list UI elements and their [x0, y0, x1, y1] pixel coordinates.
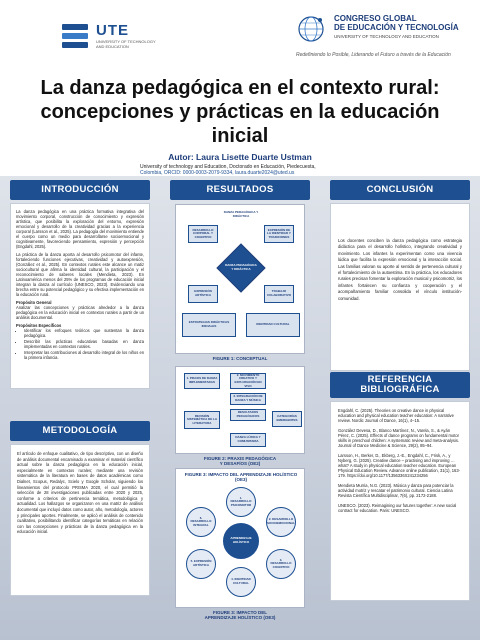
title-line2: concepciones y prácticas en la educación	[40, 101, 440, 123]
title-line3: inicial	[211, 125, 269, 147]
conclusion-text: Los docentes conciben la danza pedagógica como estrategia didáctica para el desarrollo holístico, integrando creatividad y movimiento. Los infantes la experimentan como una vivencia lúdica que facilita la expresión emocional y la interacción social. Las familias valoran su aporte al sentido de pertenencia cultural y el fortalecimiento de la autoestima. En la práctica, los educadores rurales precisan fomentar la exploración musical y psicomotriz, los infantes fortalecen su confianza y cooperación y el acompañamiento familiar consolida el vínculo institución-comunidad.	[338, 238, 462, 301]
fig2-step-3: 3. INTEGRACIÓN DE DANZA Y MÚSICA	[230, 393, 266, 405]
fig3-caption-line2: APRENDIZAJE HOLÍSTICO (OE3)	[204, 615, 276, 620]
results-heading: RESULTADOS	[170, 180, 310, 200]
figure-1	[175, 204, 305, 354]
poster-header	[0, 0, 480, 64]
specific-purpose-list	[24, 328, 144, 360]
fig2-step-7: DANZA LÚDICA Y COMUNITARIA	[230, 433, 266, 447]
fig2-step-4: RESULTADOS PEDAGÓGICOS	[230, 409, 266, 421]
fig3-node-1: 1. DESARROLLO PSICOMOTOR	[226, 487, 256, 517]
list-item: • Describir las prácticas educativas basadas en danza implementadas en contextos rurales.	[24, 339, 144, 349]
affiliation-line1: University of technology and Education, Doctorado en Educación, Piedecuesta,	[140, 164, 316, 170]
intro-paragraph-1: La danza pedagógica en una práctica formativa integrativa del movimiento corporal, construcción de conocimiento y expresión artística, que posibilita la exploración del entorno, expresión emocional y desarrollo de la creatividad gracias a la experiencia corporal (Larsson et al., 2025). La pedagogía del movimiento entiende el cuerpo como un medio para desarrollarse socioemocional y cognitivamente, favoreciendo pensamiento, expresión y percepción (Engdahl, 2025).	[16, 209, 144, 249]
title-line1: La danza pedagógica en el contexto rural:	[40, 77, 440, 99]
congress-line3: UNIVERSITY OF TECHNOLOGY AND EDUCATION	[334, 34, 439, 39]
congress-tagline: Redefiniendo lo Posible, Liderando el Futuro a través de la Educación	[296, 52, 451, 58]
congress-line1: CONGRESO GLOBAL	[334, 14, 417, 23]
fig2-step-6: CATEGORÍAS EMERGENTES	[272, 411, 302, 427]
reference-item: González Devesa, D., Blanco Martínez, N., Varela, S., & Ayán Pérez, C. (2025). Effects of dance programs on fundamental motor skills in preschool children: A systematic review and meta-analysis. Journal of Dance Medicine & Science, 29(2), 85–94.	[338, 428, 460, 448]
ute-sub1: UNIVERSITY OF TECHNOLOGY	[96, 39, 156, 44]
references-heading: REFERENCIA BIBLIOGRÁFICA	[330, 372, 470, 398]
ute-sub2: AND EDUCATION	[96, 44, 129, 49]
fig1-top-label: DANZA PEDAGÓGICA Y DIDÁCTICA	[218, 209, 264, 221]
fig3-node-5: 5. EXPRESIÓN ARTÍSTICA	[186, 549, 216, 579]
fig3-node-2: 2. DESARROLLO SOCIOEMOCIONAL	[266, 507, 296, 537]
figure-3	[175, 468, 305, 608]
affiliation-line2: Colombia, ORCID: 0000-0003-2079-9334, laura.duarte2024@uted.us	[140, 170, 295, 176]
fig2-caption	[175, 456, 305, 466]
fig3-node-6: 6. DESARROLLO INTEGRAL	[186, 507, 216, 537]
fig1-node-identidad-cultural: IDENTIDAD CULTURAL	[246, 313, 300, 337]
fig1-node-identidad: EXPRESIÓN DE LA IDENTIDAD Y TRADICIONES	[264, 225, 294, 243]
list-item: • Identificar los enfoques teóricos que sustentan la danza pedagógica.	[24, 328, 144, 338]
general-purpose-text: Analizar las concepciones y prácticas alrededor a la danza pedagógica en la educación inicial en contextos rurales a partir de un análisis documental.	[16, 305, 144, 320]
globe-icon	[296, 14, 326, 44]
method-heading: METODOLOGÍA	[10, 421, 150, 441]
fig3-node-3: 3. DESARROLLO COGNITIVO	[266, 549, 296, 579]
fig2-caption-line2: Y DESAFÍOS (OE2)	[219, 461, 261, 466]
method-panel	[10, 444, 150, 596]
reference-item: UNESCO. (2023). Reimagining our futures together: A new social contract for education. Paris: UNESCO.	[338, 503, 457, 513]
reference-item: Engdahl, C. (2025). Theories on creative dance in physical education and physical education teacher education: A narrative review. Nordic Journal of Dance, 16(1), 4–15.	[338, 408, 454, 423]
fig1-center-label: DANZA PEDAGÓGICA Y DIDÁCTICA	[225, 263, 257, 271]
method-text: El artículo de enfoque cualitativo, de tipo descriptivo, con un diseño de análisis documental encaminado a examinar el material científico actual sobre la danza pedagógica en la educación inicial, especialmente en contextos rurales; mediante una revisión sistemática de la literatura en bases de datos académicas como Dialnet, Scopus, Redalyc, Scielo y Google Scholar, siguiendo los lineamientos del protocolo PRISMA 2020, el cual permitió la selección de 28 investigaciones publicadas entre 2020 y 2025, conforme a criterios de pertinencia temática, metodológica y actualidad. Los hallazgos se organizaron en una matriz de análisis documental que incluyó datos como autor, año, metodología, actores y principales aportes. Finalmente, se aplicó el análisis de contenido cualitativo, posibilitando identificar categorías temáticas en relación con las concepciones y prácticas de la danza pedagógica en la educación inicial.	[17, 451, 143, 535]
poster-title	[20, 76, 460, 148]
fig1-node-estrategias: ESTRATEGIAS DIDÁCTICAS INICIALES	[182, 313, 236, 337]
author: Autor: Laura Lisette Duarte Ustman	[168, 152, 312, 162]
conclusion-panel	[330, 203, 470, 371]
reference-item: Larsson, H., Berker, D., Ekberg, J.-E., Engdahl, C., Frisk, A., y Nyberg, G. (2025). Creative dance – practising and improving … what? A study in physical education teacher education. European Physical Education Review. Advance online publication, 31(1), 163-179. https://doi.org/10.1177/1356336X241234256	[338, 453, 460, 478]
intro-heading: INTRODUCCIÓN	[10, 180, 150, 200]
conclusion-heading: CONCLUSIÓN	[330, 180, 470, 200]
fig2-step-5: REVISIÓN SISTEMÁTICA DE LA LITERATURA	[184, 411, 220, 429]
fig3-center: APRENDIZAJE HOLÍSTICO	[223, 523, 259, 559]
fig1-node-corporal: DESARROLLO CORPORAL Y COGNITIVO	[188, 225, 218, 243]
fig1-node-expresion: EXPRESIÓN ARTÍSTICA	[188, 285, 218, 303]
references-panel	[330, 401, 470, 601]
fig3-caption	[175, 610, 305, 620]
intro-panel	[10, 203, 150, 389]
ute-logo-icon	[60, 24, 90, 48]
ute-name: UTE	[96, 22, 129, 39]
list-item: • Interpretar las contribuciones al desarrollo integral de los niños en la primera infancia.	[24, 350, 144, 360]
fig1-node-colaborativo: TRABAJO COLABORATIVO	[264, 285, 294, 303]
fig2-caption-line1: FIGURE 2: PRAXIS PEDAGÓGICA	[203, 456, 277, 461]
ute-logo	[60, 22, 156, 49]
fig3-title: FIGURE 3: IMPACTO DEL APRENDIZAJE HOLÍSTICO (OE3)	[184, 472, 298, 482]
congress-line2: DE EDUCACIÓN Y TECNOLOGÍA	[334, 23, 459, 32]
figure-2	[175, 366, 305, 454]
specific-purpose-heading: Propósitos Específicos	[16, 323, 62, 328]
poster-body	[0, 176, 480, 640]
fig2-step-2: 2. MOVIMIENTO CREATIVO Y EXPLORACIÓN EN VIVO	[230, 373, 266, 389]
intro-paragraph-2: La práctica de la danza aporta al desarrollo psicomotor del infante, fortaleciendo funciones ejecutivas, creatividad y autoexpresión, (González et al., 2025). En contextos rurales este alcance un matiz sociocultural que afirma la identidad cultural, la participación y el reconocimiento de saberes locales (Mendieta, 2023). En Latinoamérica menos del 25% de los programas de educación inicial integran la danza al currículo (UNESCO, 2023). Evidenciando una brecha entre su potencial pedagógico y su efectiva implementación en la educación rural.	[16, 252, 144, 297]
general-purpose-heading: Propósito General	[16, 300, 52, 305]
fig3-caption-line1: FIGURE 3: IMPACTO DEL	[212, 610, 268, 615]
fig1-caption: FIGURE 1: CONCEPTUAL	[212, 356, 268, 361]
reference-item: Mendieta Murria, N.G. (2023). Música y danza para potenciar la actividad motriz y rescatar el patrimonio cultural. Ciencia Latina Revista Científica Multidisciplinar, 7(6), pp. 2172-2188.	[338, 483, 454, 498]
affiliation	[140, 164, 380, 176]
fig3-node-4: 4. IDENTIDAD CULTURAL	[226, 567, 256, 597]
fig2-step-1: 1. PRAXIS DE DANZA IMPLEMENTADAS	[184, 373, 220, 389]
